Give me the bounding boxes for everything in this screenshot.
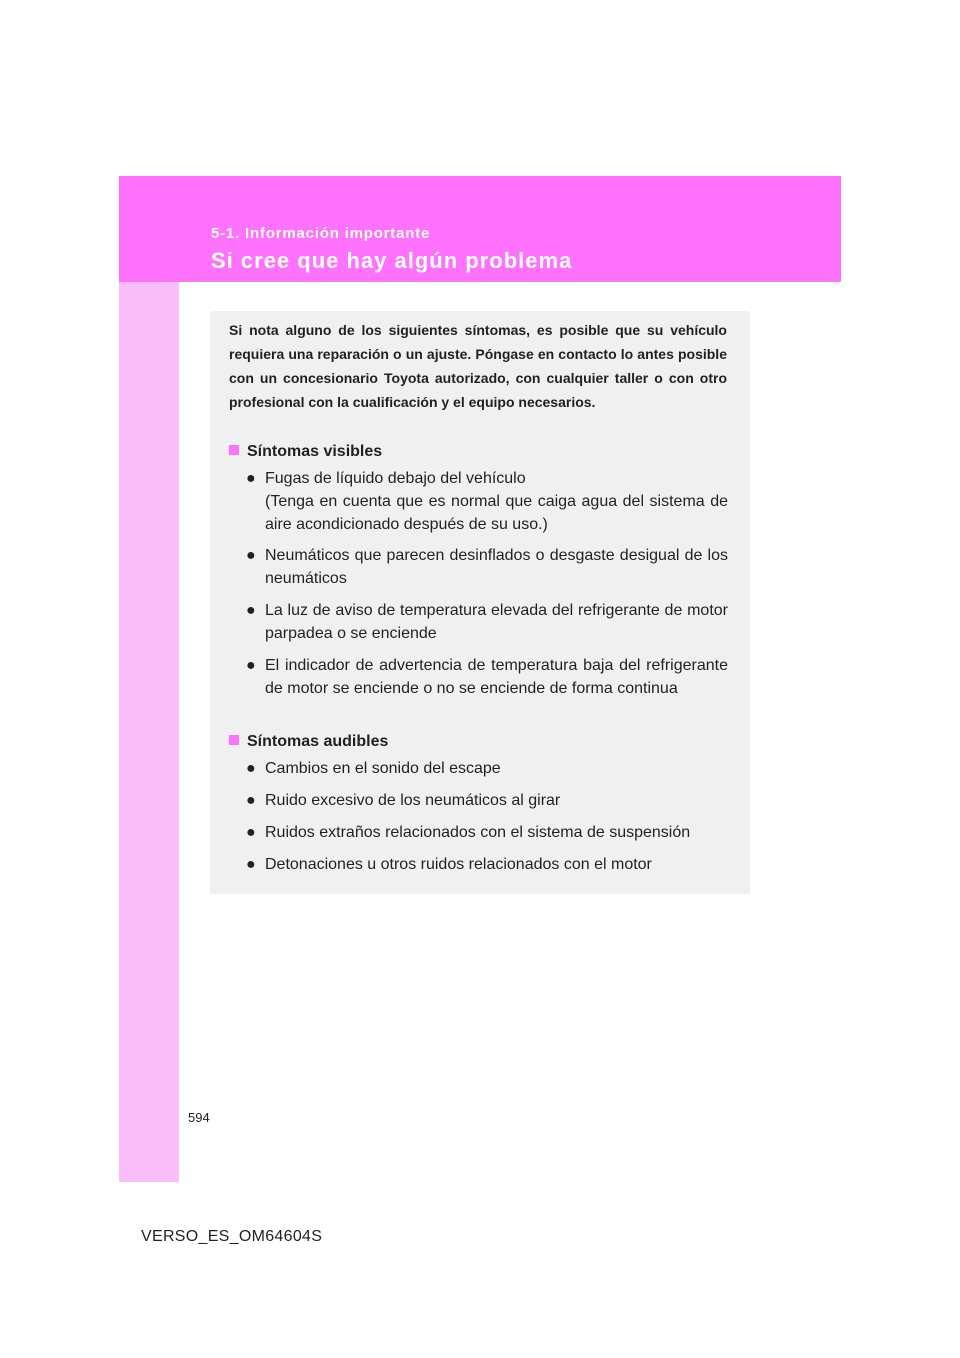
list-item: ● La luz de aviso de temperatura elevada del refrigerante de motor parpadea o se enciende <box>246 599 728 645</box>
bullet-icon: ● <box>246 824 256 841</box>
side-tab-strip <box>119 176 179 1182</box>
list-item: ● Cambios en el sonido del escape <box>246 757 728 780</box>
bullet-icon: ● <box>246 470 256 487</box>
list-item: ● Fugas de líquido debajo del vehículo (Tenga en cuenta que es normal que caiga agua del sistema de aire acondicionado después de su uso.) <box>246 467 728 536</box>
intro-paragraph: Si nota alguno de los siguientes síntomas, es posible que su vehículo requiera una reparación o un ajuste. Póngase en contacto lo antes posible con un concesionario Toyota autorizado, con cualquier taller o con otro profesional con la cualificación y el equipo necesarios. <box>229 322 727 410</box>
list-item: ● Detonaciones u otros ruidos relacionados con el motor <box>246 853 728 876</box>
page-number: 594 <box>188 1110 210 1125</box>
list-item: ● El indicador de advertencia de temperatura baja del refrigerante de motor se enciende o no se enciende de forma continua <box>246 654 728 700</box>
list-item: ● Neumáticos que parecen desinflados o desgaste desigual de los neumáticos <box>246 544 728 590</box>
bullet-icon: ● <box>246 547 256 564</box>
pink-square-icon <box>229 445 239 455</box>
section-label: 5-1. Información importante <box>211 225 431 242</box>
bullet-icon: ● <box>246 760 256 777</box>
audible-symptoms-heading: Síntomas audibles <box>229 733 388 751</box>
document-id: VERSO_ES_OM64604S <box>141 1228 323 1245</box>
visible-symptoms-heading: Síntomas visibles <box>229 443 382 461</box>
page-title: Si cree que hay algún problema <box>211 248 573 273</box>
bullet-icon: ● <box>246 602 256 619</box>
bullet-icon: ● <box>246 657 256 674</box>
bullet-icon: ● <box>246 856 256 873</box>
bullet-icon: ● <box>246 792 256 809</box>
list-item: ● Ruidos extraños relacionados con el sistema de suspensión <box>246 821 728 844</box>
list-item: ● Ruido excesivo de los neumáticos al girar <box>246 789 728 812</box>
pink-square-icon <box>229 735 239 745</box>
